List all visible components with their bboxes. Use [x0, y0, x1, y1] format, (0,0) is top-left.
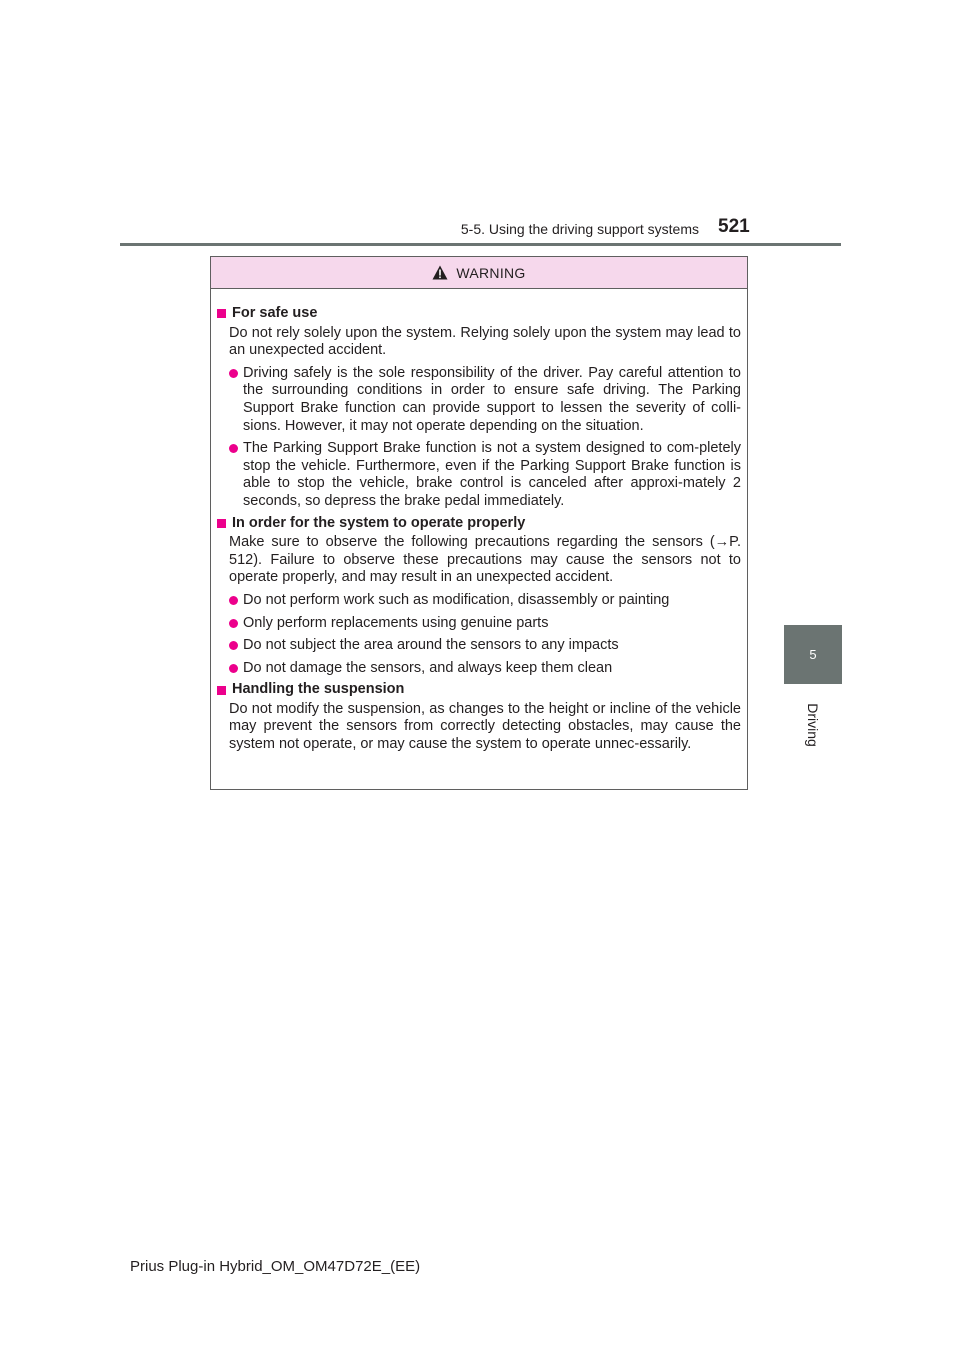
section-intro: Do not modify the suspension, as changes to the height or incline of the vehicle may prevent the sensors from correctly detecting obstacles, may cause the system not operate, or may cause the system to operate unnec-essarily. — [229, 700, 741, 753]
square-bullet-icon — [217, 519, 226, 528]
header-rule — [120, 243, 841, 246]
section-title-operate-properly — [217, 515, 741, 533]
list-item-text: Do not perform work such as modification, disassembly or painting — [243, 591, 670, 608]
list-item — [229, 440, 741, 510]
section-intro: Do not rely solely upon the system. Relying solely upon the system may lead to an unexpected accident. — [229, 324, 741, 359]
list-item — [229, 615, 741, 633]
warning-box — [210, 256, 748, 790]
square-bullet-icon — [217, 686, 226, 695]
list-item — [229, 637, 741, 655]
square-bullet-icon — [217, 309, 226, 318]
round-bullet-icon — [229, 369, 238, 378]
page-number: 521 — [718, 216, 750, 237]
section-title-text: For safe use — [232, 305, 318, 321]
section-title-suspension — [217, 681, 741, 699]
list-item — [229, 660, 741, 678]
round-bullet-icon — [229, 596, 238, 605]
section-title-safe-use — [217, 305, 741, 323]
chapter-tab — [784, 625, 842, 684]
list-item-text: Only perform replacements using genuine parts — [243, 614, 549, 631]
round-bullet-icon — [229, 444, 238, 453]
section-intro: Make sure to observe the following precautions regarding the sensors (→P. 512). Failure to observe these precautions may cause the sensors not to operate properly, and may result in an unexpected accident. — [229, 534, 741, 586]
chapter-number: 5 — [809, 647, 817, 662]
list-item — [229, 592, 741, 610]
warning-triangle-icon — [432, 265, 448, 280]
warning-title: WARNING — [456, 264, 526, 281]
round-bullet-icon — [229, 619, 238, 628]
document-id: Prius Plug-in Hybrid_OM_OM47D72E_(EE) — [130, 1258, 421, 1275]
warning-body — [211, 289, 747, 754]
list-item-text: Driving safely is the sole responsibility of the driver. Pay careful attention to the surrounding conditions in order to ensure safe driving. The Parking Support Brake function can provide support to lessen the severity of colli-sions. However, it may not operate depending on the situation. — [243, 364, 741, 434]
section-title-text: In order for the system to operate properly — [232, 514, 526, 531]
list-item — [229, 365, 741, 435]
chapter-label: Driving — [804, 703, 821, 747]
section-title-text: Handling the suspension — [232, 681, 405, 698]
warning-header — [211, 257, 747, 289]
list-item-text: Do not subject the area around the sensors to any impacts — [243, 637, 619, 654]
chapter-label-container — [784, 690, 842, 760]
round-bullet-icon — [229, 641, 238, 650]
list-item-text: Do not damage the sensors, and always keep them clean — [243, 659, 613, 676]
round-bullet-icon — [229, 664, 238, 673]
list-item-text: The Parking Support Brake function is not a system designed to com-pletely stop the vehicle. Furthermore, even if the Parking Support Brake function is able to stop the vehicle, brake control is canceled after approxi-mately 2 seconds, so depress the brake pedal immediately. — [243, 440, 741, 509]
section-header: 5-5. Using the driving support systems — [460, 221, 699, 237]
